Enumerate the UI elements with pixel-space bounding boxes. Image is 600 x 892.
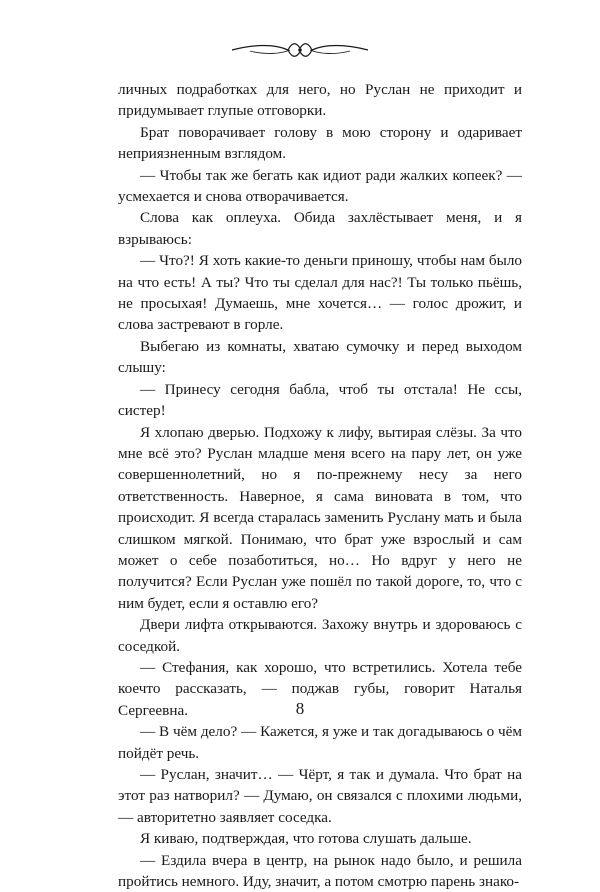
paragraph: — Чтобы так же бегать как идиот ради жалких копеек? — усмехается и снова отворачивается.: [118, 166, 522, 206]
paragraph: — Что?! Я хоть какие-то деньги приношу, чтобы нам было на что есть! А ты? Что ты сделал для нас?! Ты только пьёшь, не просыхая! Думаешь, мне хочется… — голос дрожит, и слова застревают в горле.: [118, 252, 522, 334]
paragraph: — Принесу сегодня бабла, чтоб ты отстала! Не ссы, систер!: [118, 380, 522, 420]
paragraph: Брат поворачивает голову в мою сторону и одаривает неприязненным взглядом.: [118, 123, 522, 163]
body-text: [118, 79, 522, 892]
paragraph: — Стефания, как хорошо, что встретились. Хотела тебе коечто рассказать, — поджав губы, говорит Наталья Сергеевна.: [118, 658, 522, 719]
paragraph: Выбегаю из комнаты, хватаю сумочку и перед выходом слышу:: [118, 337, 522, 377]
page-number: 8: [295, 699, 305, 718]
paragraph: — В чём дело? — Кажется, я уже и так догадываюсь о чём пойдёт речь.: [118, 723, 522, 762]
paragraph: Я киваю, подтверждая, что готова слушать дальше.: [140, 830, 472, 848]
paragraph: Двери лифта открываются. Захожу внутрь и здороваюсь с соседкой.: [118, 616, 522, 655]
paragraph: — Руслан, значит… — Чёрт, я так и думала. Что брат на этот раз натворил? — Думаю, он связался с плохими людьми, — авторитетно заявляет соседка.: [118, 766, 522, 826]
decorative-ornament: [230, 38, 370, 62]
paragraph: — Ездила вчера в центр, на рынок надо было, и решила пройтись немного. Иду, значит, а потом смотрю парень знако-: [118, 851, 522, 891]
paragraph: Слова как оплеуха. Обида захлёстывает меня, и я взрываюсь:: [118, 209, 522, 248]
paragraph: личных подработках для него, но Руслан не приходит и придумывает глупые отговорки.: [118, 81, 522, 120]
paragraph: Я хлопаю дверью. Подхожу к лифу, вытирая слёзы. За что мне всё это? Руслан младше меня всего на пару лет, он уже совершеннолетний, но я по-прежнему несу за него ответственность. Наверное, я сама виновата в том, что происходит. Я всегда старалась заменить Руслану мать и была слишком мягкой. Понимаю, что брат уже взрослый и сам может о себе позаботиться, но… Но вдруг у него не получится? Если Руслан уже пошёл по такой дороге, то, что с ним будет, если я оставлю его?: [118, 423, 522, 612]
